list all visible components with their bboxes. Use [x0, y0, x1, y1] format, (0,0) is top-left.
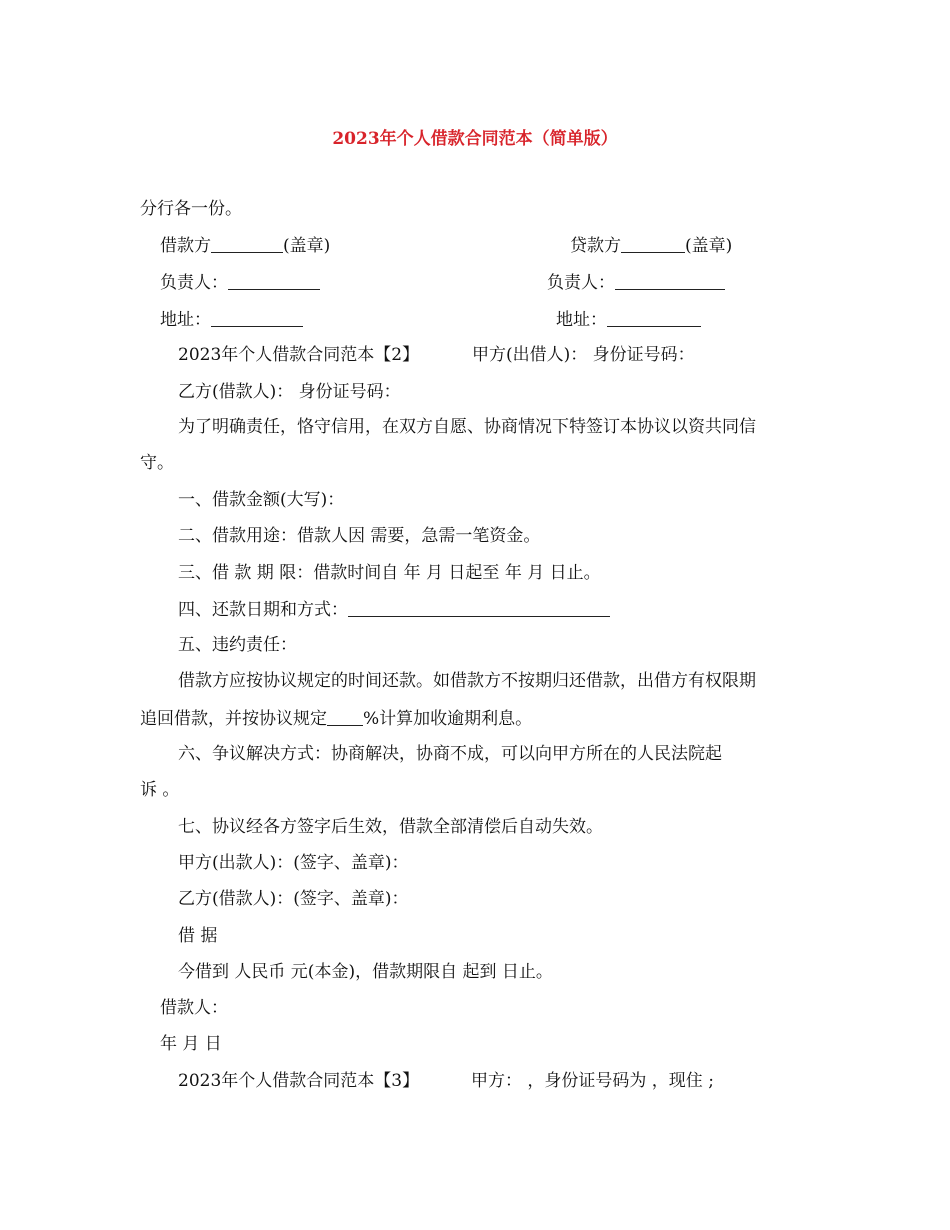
text-line: 今借到 人民币 元(本金)，借款期限自 起到 日止。	[178, 962, 553, 982]
text-line: 一、借款金额(大写)：	[178, 490, 345, 510]
text-line: 甲方： ，身份证号码为 ，现住 ;	[471, 1071, 714, 1091]
repayment-line	[178, 598, 610, 621]
label: 负责人：	[547, 273, 615, 293]
blank-underline	[621, 234, 685, 253]
label: %计算加收逾期利息。	[363, 709, 533, 729]
responsible-line	[160, 271, 320, 294]
label: 借款方	[160, 236, 211, 256]
text-line: 二、借款用途：借款人因 需要，急需一笔资金。	[178, 526, 541, 546]
text-line: 甲方(出款人)：(签字、盖章)：	[178, 853, 409, 873]
section-heading: 2023年个人借款合同范本【3】	[178, 1071, 420, 1091]
lender-seal-line	[160, 234, 330, 257]
blank-underline	[211, 234, 283, 253]
section-heading: 借 据	[178, 926, 218, 946]
label: (盖章)	[283, 236, 331, 256]
blank-underline	[211, 308, 303, 327]
document-title: 2023年个人借款合同范本（简单版）	[332, 129, 618, 149]
blank-underline	[615, 271, 725, 290]
responsible-line	[547, 271, 725, 294]
blank-underline	[348, 598, 610, 617]
text-line: 借款方应按协议规定的时间还款。如借款方不按期归还借款，出借方有权限期	[178, 671, 756, 691]
section-heading: 2023年个人借款合同范本【2】	[178, 345, 420, 365]
text-line: 年 月 日	[160, 1034, 222, 1054]
text-line: 守。	[140, 453, 174, 473]
text-line: 甲方(出借人)： 身份证号码：	[472, 345, 695, 365]
text-line: 七、协议经各方签字后生效，借款全部清偿后自动失效。	[178, 817, 603, 837]
label: 贷款方	[570, 236, 621, 256]
text-line: 分行各一份。	[140, 199, 242, 219]
label: 负责人：	[160, 273, 228, 293]
text-line: 诉 。	[140, 780, 180, 800]
blank-underline	[327, 707, 363, 726]
text-line: 乙方(借款人)： 身份证号码：	[178, 382, 401, 402]
interest-line	[140, 707, 532, 730]
text-line: 五、违约责任：	[178, 635, 297, 655]
label: 四、还款日期和方式：	[178, 600, 348, 620]
label: 地址：	[160, 310, 211, 330]
text-line: 六、争议解决方式：协商解决，协商不成，可以向甲方所在的人民法院起	[178, 744, 722, 764]
blank-underline	[607, 308, 701, 327]
blank-underline	[228, 271, 320, 290]
text-line: 借款人：	[160, 998, 228, 1018]
text-line: 为了明确责任，恪守信用，在双方自愿、协商情况下特签订本协议以资共同信	[178, 417, 756, 437]
label: 追回借款，并按协议规定	[140, 709, 327, 729]
text-line: 三、借 款 期 限：借款时间自 年 月 日起至 年 月 日止。	[178, 563, 601, 583]
label: 地址：	[556, 310, 607, 330]
text-line: 乙方(借款人)：(签字、盖章)：	[178, 889, 409, 909]
label: (盖章)	[685, 236, 733, 256]
creditor-seal-line	[570, 234, 732, 257]
address-line	[160, 308, 303, 331]
address-line	[556, 308, 701, 331]
